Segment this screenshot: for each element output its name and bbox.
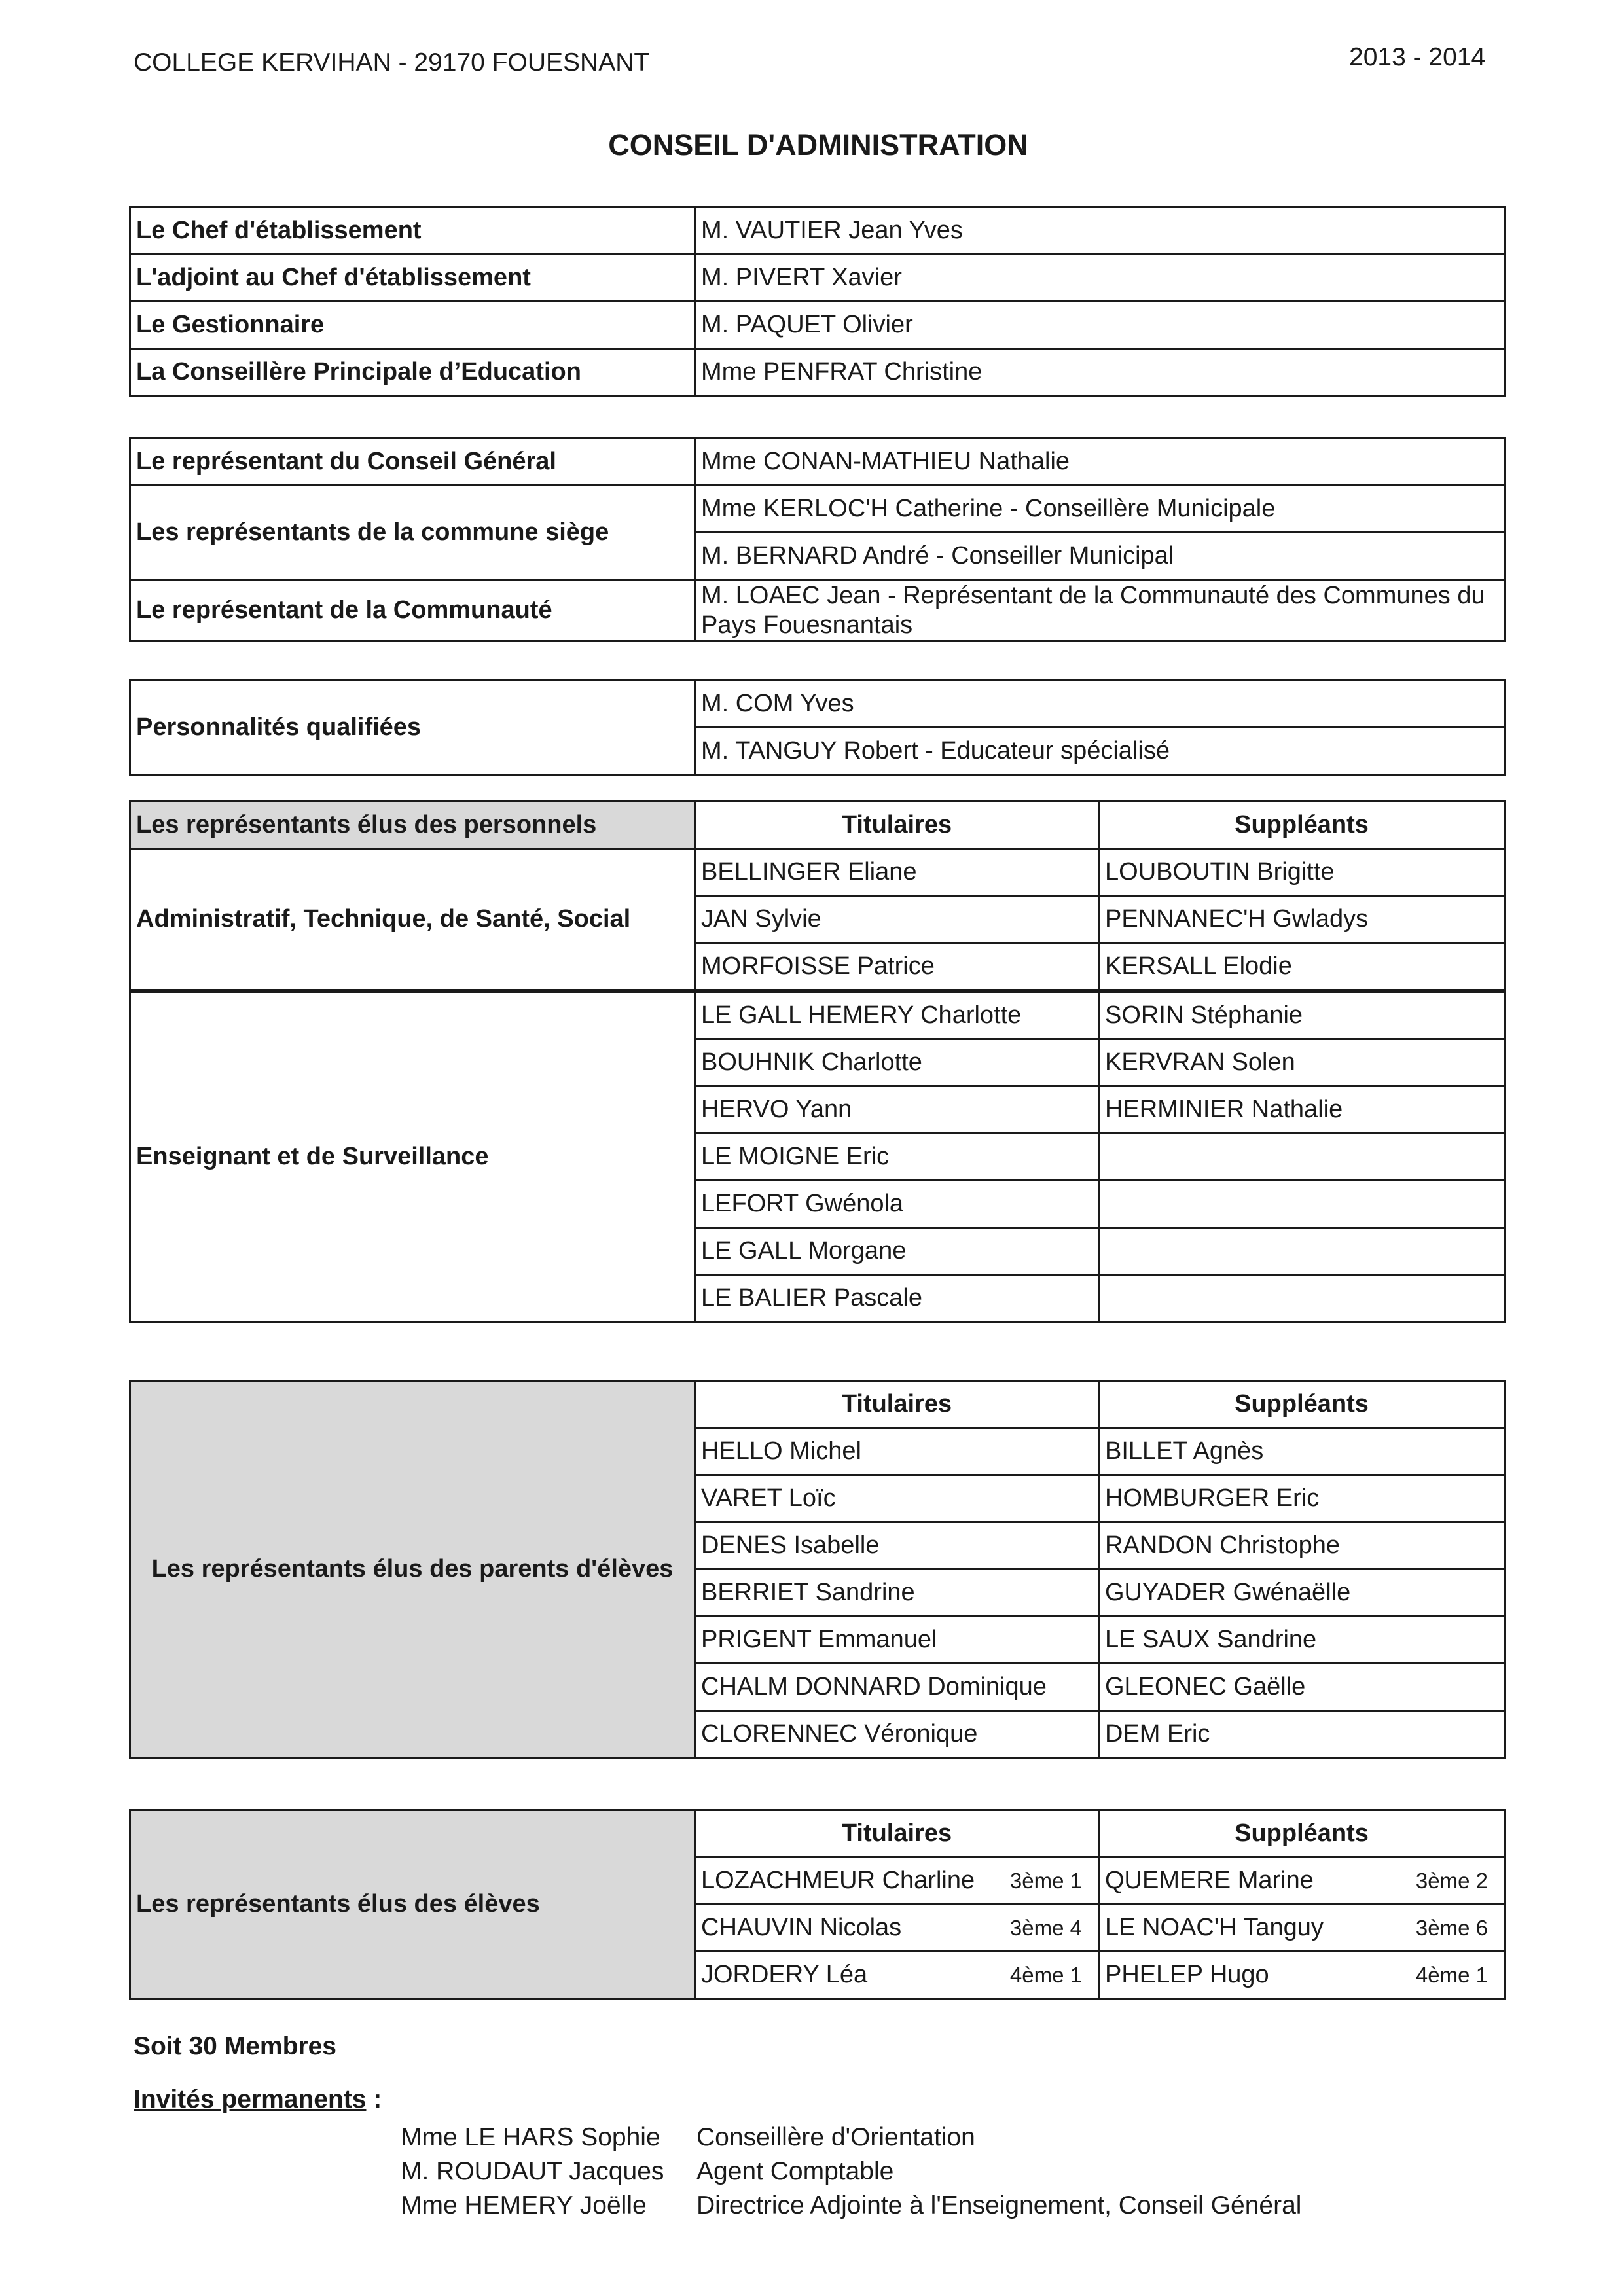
column-header: Suppléants — [1099, 802, 1505, 849]
member-name: Mme PENFRAT Christine — [695, 349, 1505, 396]
suppleant-name — [1099, 1275, 1505, 1322]
titulaire-name: HERVO Yann — [695, 1086, 1099, 1134]
suppleant-name — [1099, 1228, 1505, 1275]
table-header-row — [130, 1381, 1505, 1428]
table-header-row — [130, 1810, 1505, 1857]
member-name: M. VAUTIER Jean Yves — [695, 207, 1505, 255]
titulaire-name: LE BALIER Pascale — [695, 1275, 1099, 1322]
titulaire-name: LE MOIGNE Eric — [695, 1134, 1099, 1181]
suppleant-name: GLEONEC Gaëlle — [1099, 1664, 1505, 1711]
role-label: Le représentant de la Communauté — [130, 580, 695, 641]
personnalites-table — [129, 679, 1506, 776]
titulaire-name: LOZACHMEUR Charline — [701, 1867, 975, 1894]
titulaire-name: LE GALL Morgane — [695, 1228, 1099, 1275]
table-row — [130, 681, 1505, 728]
member-name: M. PIVERT Xavier — [695, 255, 1505, 302]
class-label: 3ème 6 — [1415, 1915, 1488, 1940]
section-label: Les représentants élus des personnels — [130, 802, 695, 849]
table-row — [130, 255, 1505, 302]
titulaire-name: PRIGENT Emmanuel — [695, 1617, 1099, 1664]
member-name: M. TANGUY Robert - Educateur spécialisé — [695, 728, 1505, 775]
role-label: Les représentants de la commune siège — [130, 486, 695, 580]
titulaire-name: LEFORT Gwénola — [695, 1181, 1099, 1228]
member-name: Mme KERLOC'H Catherine - Conseillère Municipale — [695, 486, 1505, 533]
titulaire-name: CLORENNEC Véronique — [695, 1711, 1099, 1758]
school-name: COLLEGE KERVIHAN - 29170 FOUESNANT — [134, 48, 650, 77]
class-label: 3ème 1 — [1009, 1868, 1082, 1893]
class-label: 4ème 1 — [1009, 1962, 1082, 1987]
titulaire-name: LE GALL HEMERY Charlotte — [695, 991, 1099, 1039]
member-name: M. COM Yves — [695, 681, 1505, 728]
member-name: M. PAQUET Olivier — [695, 302, 1505, 349]
class-label: 3ème 2 — [1415, 1868, 1488, 1893]
table-row — [130, 439, 1505, 486]
suppleant-name — [1099, 1181, 1505, 1228]
invites-heading — [134, 2085, 382, 2114]
table-row — [130, 349, 1505, 396]
suppleant-name: DEM Eric — [1099, 1711, 1505, 1758]
invite-name: Mme LE HARS Sophie — [401, 2123, 660, 2151]
titulaire-name: MORFOISSE Patrice — [695, 943, 1099, 992]
role-label: Le Chef d'établissement — [130, 207, 695, 255]
table-row — [130, 207, 1505, 255]
group-label: Enseignant et de Surveillance — [130, 991, 695, 1322]
column-header: Titulaires — [695, 1810, 1099, 1857]
member-name: M. LOAEC Jean - Représentant de la Communauté des Communes du Pays Fouesnantais — [695, 580, 1505, 641]
invite-name: M. ROUDAUT Jacques — [401, 2157, 664, 2185]
class-label: 4ème 1 — [1415, 1962, 1488, 1987]
titulaire-name: JAN Sylvie — [695, 896, 1099, 943]
parents-table — [129, 1380, 1506, 1759]
role-label: L'adjoint au Chef d'établissement — [130, 255, 695, 302]
titulaire-cell — [695, 1952, 1099, 1999]
suppleant-name: LOUBOUTIN Brigitte — [1099, 849, 1505, 896]
table-header-row — [130, 802, 1505, 849]
class-label: 3ème 4 — [1009, 1915, 1082, 1940]
suppleant-cell — [1099, 1857, 1505, 1905]
suppleant-name: SORIN Stéphanie — [1099, 991, 1505, 1039]
invite-role: Directrice Adjointe à l'Enseignement, Conseil Général — [696, 2191, 1302, 2219]
suppleant-name: BILLET Agnès — [1099, 1428, 1505, 1475]
titulaire-name: BELLINGER Eliane — [695, 849, 1099, 896]
titulaire-name: HELLO Michel — [695, 1428, 1099, 1475]
titulaire-name: DENES Isabelle — [695, 1522, 1099, 1570]
direction-table — [129, 206, 1506, 397]
suppleant-name: LE NOAC'H Tanguy — [1105, 1914, 1324, 1941]
suppleant-name: KERSALL Elodie — [1099, 943, 1505, 992]
suppleant-name: KERVRAN Solen — [1099, 1039, 1505, 1086]
table-row — [130, 580, 1505, 641]
page-title: CONSEIL D'ADMINISTRATION — [608, 128, 1028, 162]
titulaire-name: BOUHNIK Charlotte — [695, 1039, 1099, 1086]
members-total: Soit 30 Membres — [134, 2032, 336, 2060]
section-label: Les représentants élus des élèves — [130, 1810, 695, 1999]
table-row — [130, 991, 1505, 1039]
suppleant-name: HOMBURGER Eric — [1099, 1475, 1505, 1522]
table-row — [130, 302, 1505, 349]
suppleant-name: RANDON Christophe — [1099, 1522, 1505, 1570]
role-label: La Conseillère Principale d’Education — [130, 349, 695, 396]
collectivites-table — [129, 437, 1506, 642]
invite-role: Conseillère d'Orientation — [696, 2123, 975, 2151]
column-header: Suppléants — [1099, 1381, 1505, 1428]
suppleant-name: LE SAUX Sandrine — [1099, 1617, 1505, 1664]
role-label: Personnalités qualifiées — [130, 681, 695, 775]
personnels-table — [129, 800, 1506, 1323]
titulaire-name: CHALM DONNARD Dominique — [695, 1664, 1099, 1711]
role-label: Le Gestionnaire — [130, 302, 695, 349]
titulaire-name: CHAUVIN Nicolas — [701, 1914, 902, 1941]
school-year: 2013 - 2014 — [1349, 43, 1486, 71]
group-label: Administratif, Technique, de Santé, Social — [130, 849, 695, 992]
member-name: Mme CONAN-MATHIEU Nathalie — [695, 439, 1505, 486]
column-header: Titulaires — [695, 1381, 1099, 1428]
suppleant-name: PENNANEC'H Gwladys — [1099, 896, 1505, 943]
role-label: Le représentant du Conseil Général — [130, 439, 695, 486]
column-header: Titulaires — [695, 802, 1099, 849]
suppleant-name: HERMINIER Nathalie — [1099, 1086, 1505, 1134]
suppleant-cell — [1099, 1952, 1505, 1999]
suppleant-name: GUYADER Gwénaëlle — [1099, 1570, 1505, 1617]
suppleant-name: QUEMERE Marine — [1105, 1867, 1314, 1894]
titulaire-name: VARET Loïc — [695, 1475, 1099, 1522]
invites-title: Invités permanents — [134, 2085, 367, 2113]
suppleant-name — [1099, 1134, 1505, 1181]
titulaire-cell — [695, 1857, 1099, 1905]
column-header: Suppléants — [1099, 1810, 1505, 1857]
member-name: M. BERNARD André - Conseiller Municipal — [695, 533, 1505, 580]
eleves-table — [129, 1809, 1506, 2000]
table-row — [130, 849, 1505, 896]
table-row — [130, 486, 1505, 533]
invite-role: Agent Comptable — [696, 2157, 894, 2185]
invite-name: Mme HEMERY Joëlle — [401, 2191, 647, 2219]
invites-colon: : — [366, 2085, 382, 2113]
titulaire-cell — [695, 1905, 1099, 1952]
section-label: Les représentants élus des parents d'élèves — [130, 1381, 695, 1758]
titulaire-name: BERRIET Sandrine — [695, 1570, 1099, 1617]
suppleant-name: PHELEP Hugo — [1105, 1961, 1269, 1988]
titulaire-name: JORDERY Léa — [701, 1961, 868, 1988]
suppleant-cell — [1099, 1905, 1505, 1952]
